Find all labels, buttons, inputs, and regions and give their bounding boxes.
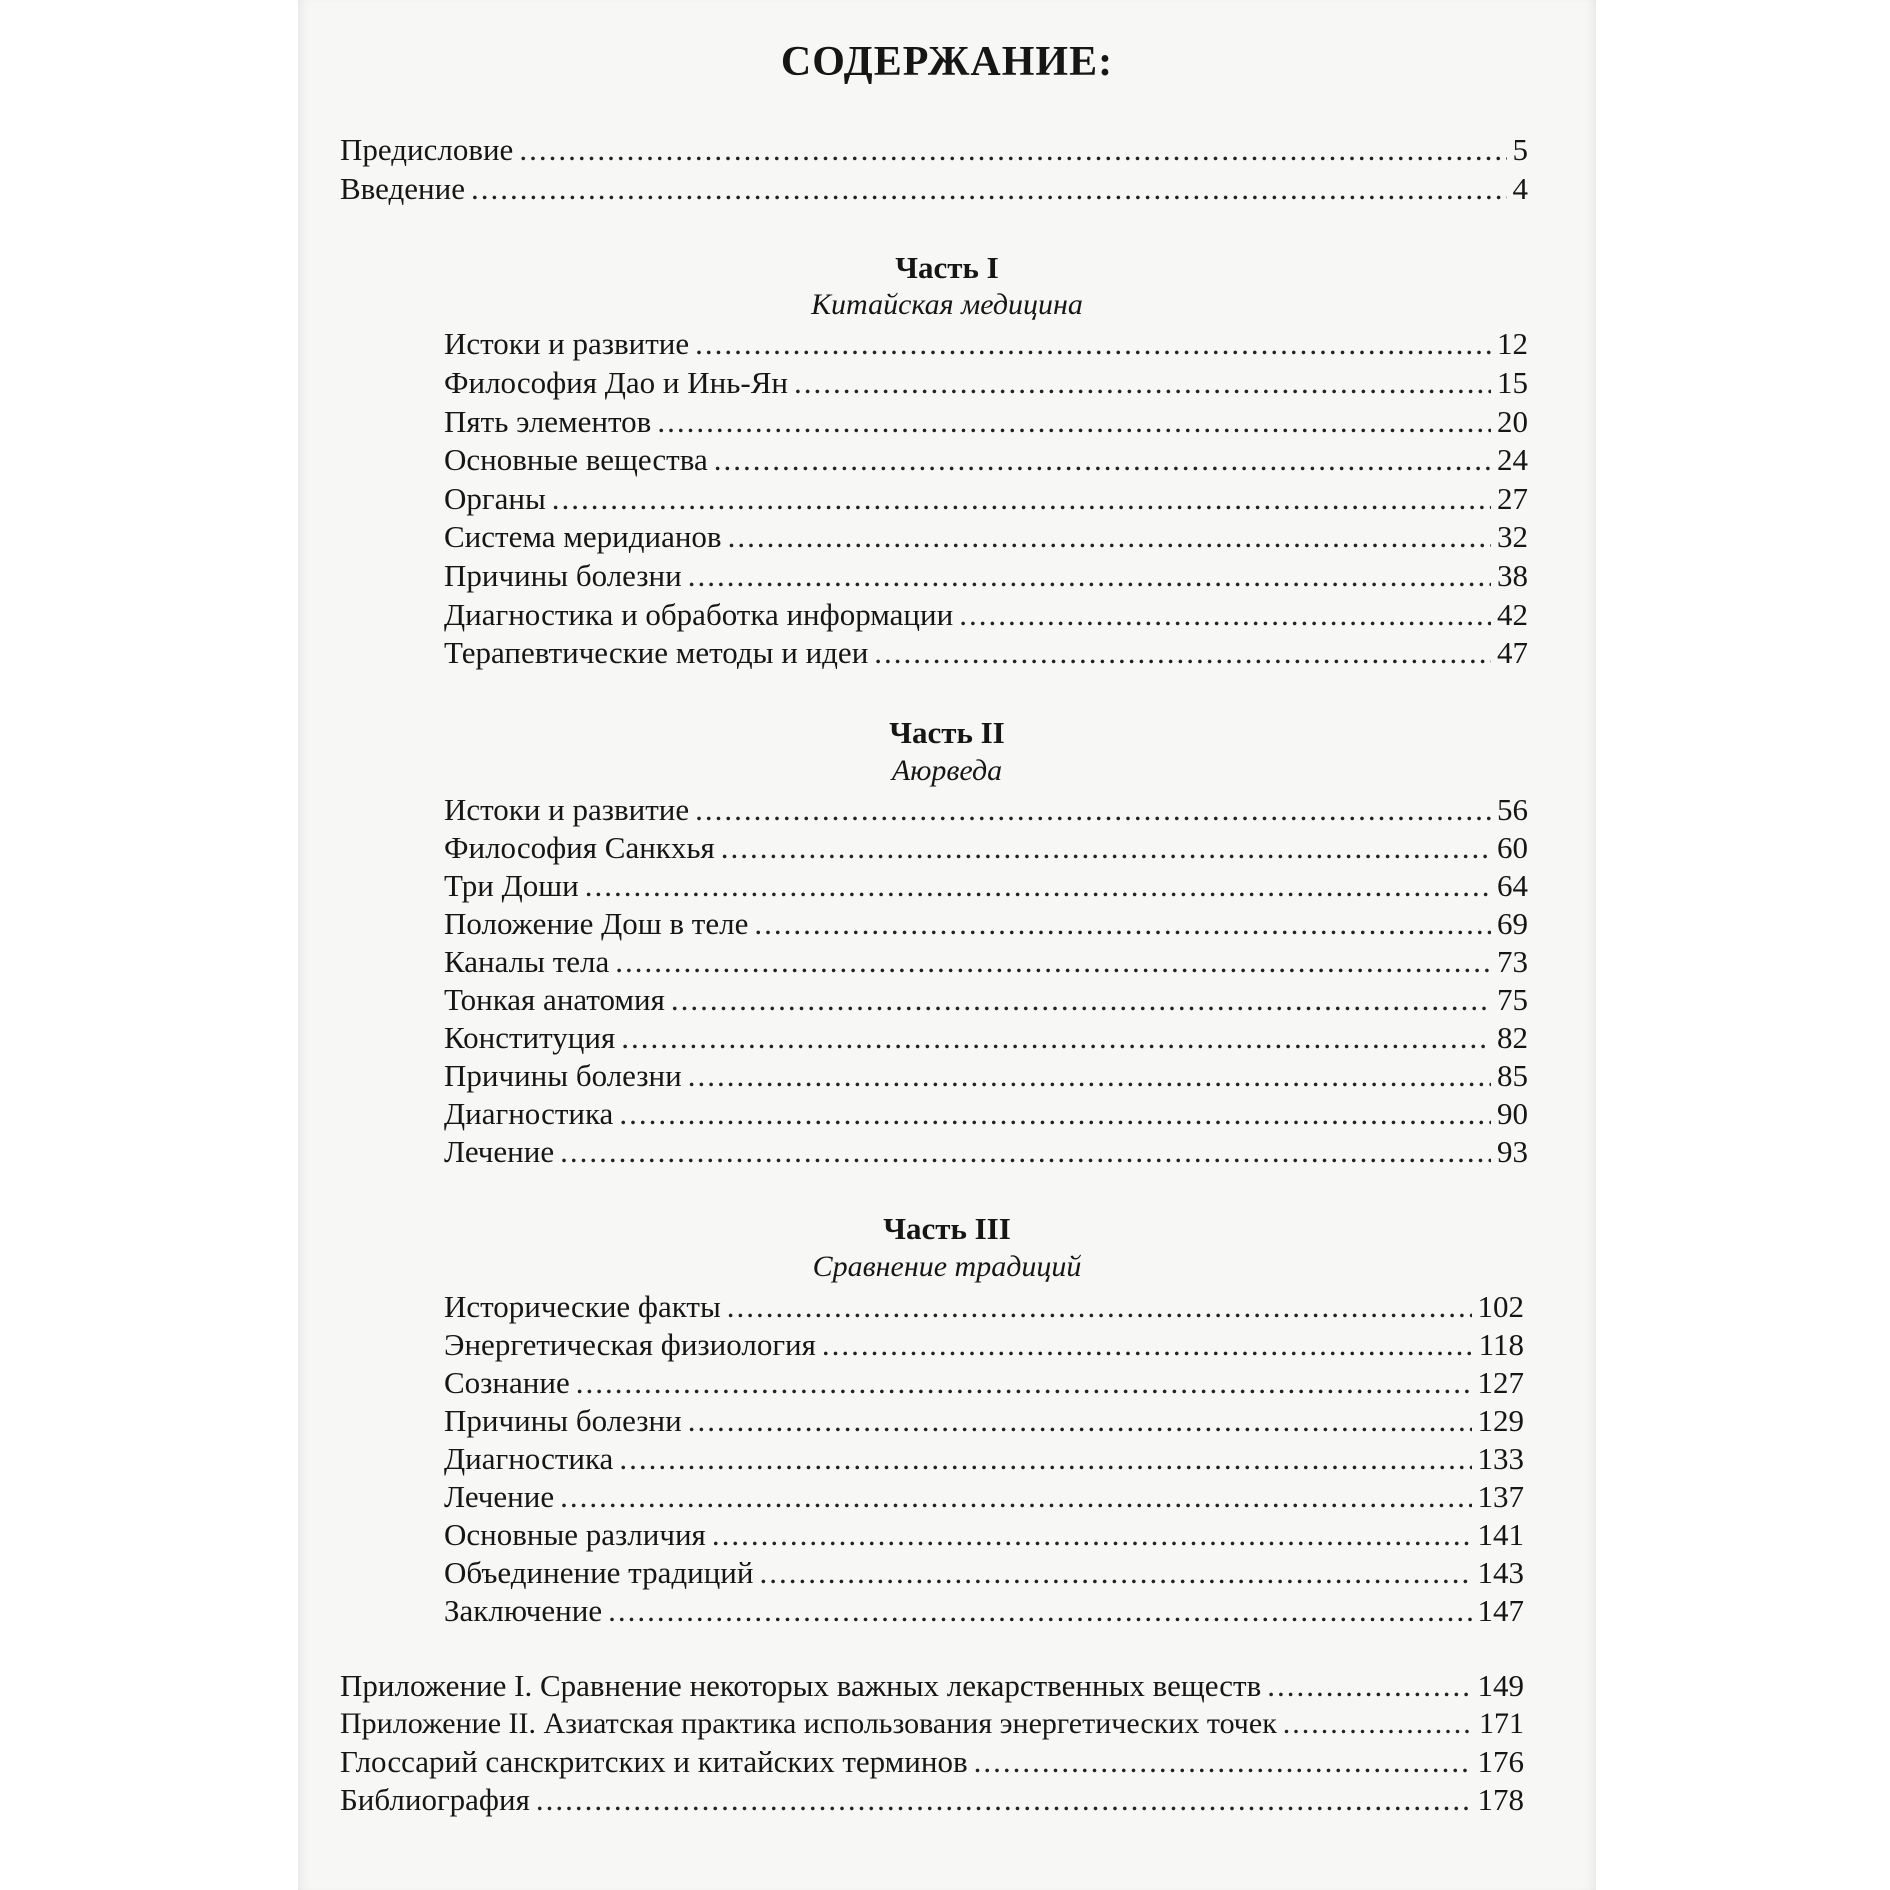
toc-entry-label: Тонкая анатомия [444, 982, 665, 1017]
toc-leader-dots [794, 364, 1491, 402]
toc-entry [444, 518, 1528, 556]
toc-entry-label: Конституция [444, 1020, 616, 1055]
toc-entry-label: Диагностика и обработка информации [444, 597, 954, 632]
toc-entry [444, 557, 1528, 595]
toc-leader-dots [974, 1743, 1472, 1781]
toc-leader-dots [727, 1288, 1472, 1326]
toc-entry-page: 129 [1477, 1403, 1524, 1438]
toc-entry-page: 42 [1497, 597, 1528, 632]
toc-entry [444, 1326, 1524, 1364]
toc-entry [444, 1592, 1524, 1630]
toc-entry [444, 441, 1528, 479]
toc-entry-preface [340, 131, 1528, 169]
toc-entry-page: 12 [1497, 326, 1528, 361]
toc-entry-appendix-1 [340, 1667, 1524, 1705]
page-title: СОДЕРЖАНИЕ: [780, 39, 1114, 85]
toc-entry-page: 47 [1497, 635, 1528, 670]
toc-entry [444, 403, 1528, 441]
toc-entry-page: 178 [1477, 1782, 1524, 1817]
toc-entry-label: Заключение [444, 1593, 603, 1628]
toc-leader-dots [615, 943, 1491, 981]
toc-entry-page: 69 [1497, 906, 1528, 941]
toc-entry-label: Философия Дао и Инь-Ян [444, 365, 788, 400]
toc-entry-page: 137 [1477, 1479, 1524, 1514]
toc-entry [444, 1516, 1524, 1554]
toc-entry-label: Лечение [444, 1134, 555, 1169]
part-2-title: Часть II [889, 715, 1005, 750]
toc-entry-page: 15 [1497, 365, 1528, 400]
toc-entry [444, 1288, 1524, 1326]
toc-entry-label: Диагностика [444, 1096, 614, 1131]
toc-entry-label: Три Доши [444, 868, 579, 903]
toc-entry-label: Терапевтические методы и идеи [444, 635, 869, 670]
toc-entry-label: Диагностика [444, 1441, 614, 1476]
toc-entry [444, 1057, 1528, 1095]
toc-entry-label: Причины болезни [444, 1058, 682, 1093]
toc-leader-dots [712, 1516, 1472, 1554]
toc-entry-label: Приложение I. Сравнение некоторых важных лекарственных веществ [340, 1668, 1262, 1703]
toc-entry-page: 56 [1497, 792, 1528, 827]
part-3-title: Часть III [883, 1211, 1011, 1246]
toc-entry-page: 171 [1479, 1707, 1524, 1740]
toc-leader-dots [874, 634, 1491, 672]
toc-entry [444, 981, 1528, 1019]
toc-leader-dots [959, 596, 1491, 634]
toc-entry [444, 867, 1528, 905]
toc-entry-label: Предисловие [340, 132, 514, 167]
toc-leader-dots [608, 1592, 1471, 1630]
toc-entry-page: 90 [1497, 1096, 1528, 1131]
toc-entry [444, 1133, 1528, 1171]
toc-entry-page: 85 [1497, 1058, 1528, 1093]
toc-entry-bibliography [340, 1781, 1524, 1819]
toc-leader-dots [619, 1440, 1471, 1478]
toc-entry-page: 93 [1497, 1134, 1528, 1169]
toc-entry [444, 1402, 1524, 1440]
toc-leader-dots [1283, 1705, 1473, 1743]
toc-entry-label: Причины болезни [444, 1403, 682, 1438]
toc-entry [444, 1019, 1528, 1057]
toc-entry [444, 943, 1528, 981]
toc-leader-dots [560, 1478, 1471, 1516]
toc-entry [444, 1095, 1528, 1133]
toc-entry-label: Приложение II. Азиатская практика использования энергетических точек [340, 1707, 1277, 1740]
toc-leader-dots [760, 1554, 1472, 1592]
toc-entry [444, 791, 1528, 829]
toc-entry-page: 143 [1477, 1555, 1524, 1590]
toc-leader-dots [822, 1326, 1473, 1364]
toc-entry-introduction [340, 170, 1528, 208]
toc-entry-label: Объединение традиций [444, 1555, 754, 1590]
toc-leader-dots [721, 829, 1491, 867]
toc-entry [444, 634, 1528, 672]
part-2-subtitle: Аюрведа [891, 754, 1003, 787]
toc-entry [444, 905, 1528, 943]
toc-entry-page: 32 [1497, 519, 1528, 554]
toc-leader-dots [688, 1402, 1472, 1440]
toc-leader-dots [657, 403, 1491, 441]
part-1-title: Часть I [895, 250, 999, 285]
toc-entry-label: Глоссарий санскритских и китайских терминов [340, 1744, 968, 1779]
toc-entry [444, 480, 1528, 518]
toc-entry-page: 60 [1497, 830, 1528, 865]
book-page [298, 0, 1596, 1890]
toc-entry-label: Истоки и развитие [444, 326, 690, 361]
toc-entry-page: 147 [1477, 1593, 1524, 1628]
toc-leader-dots [585, 867, 1491, 905]
toc-entry-page: 127 [1477, 1365, 1524, 1400]
toc-leader-dots [619, 1095, 1491, 1133]
toc-entry-label: Каналы тела [444, 944, 610, 979]
toc-entry [444, 1554, 1524, 1592]
toc-entry-page: 133 [1477, 1441, 1524, 1476]
toc-leader-dots [671, 981, 1491, 1019]
toc-entry-page: 141 [1477, 1517, 1524, 1552]
toc-entry-label: Основные различия [444, 1517, 706, 1552]
toc-entry-page: 24 [1497, 442, 1528, 477]
toc-entry-label: Сознание [444, 1365, 570, 1400]
toc-entry [444, 829, 1528, 867]
toc-entry [444, 325, 1528, 363]
toc-entry-label: Система меридианов [444, 519, 722, 554]
toc-entry-label: Пять элементов [444, 404, 652, 439]
toc-entry-label: Органы [444, 481, 546, 516]
toc-leader-dots [754, 905, 1491, 943]
toc-leader-dots [714, 441, 1491, 479]
toc-leader-dots [519, 131, 1506, 169]
toc-entry-page: 102 [1477, 1289, 1524, 1324]
toc-entry-label: Положение Дош в теле [444, 906, 749, 941]
toc-entry-label: Библиография [340, 1782, 530, 1817]
toc-leader-dots [621, 1019, 1491, 1057]
toc-leader-dots [1267, 1667, 1471, 1705]
toc-leader-dots [560, 1133, 1491, 1171]
toc-entry-label: Лечение [444, 1479, 555, 1514]
part-3-subtitle: Сравнение традиций [812, 1250, 1082, 1283]
toc-entry-label: Истоки и развитие [444, 792, 690, 827]
toc-entry-page: 118 [1478, 1327, 1524, 1362]
toc-entry-label: Введение [340, 171, 465, 206]
toc-leader-dots [695, 325, 1491, 363]
toc-entry [444, 1440, 1524, 1478]
toc-entry [444, 596, 1528, 634]
toc-entry-page: 5 [1512, 132, 1528, 167]
toc-entry-page: 27 [1497, 481, 1528, 516]
toc-entry [444, 1478, 1524, 1516]
toc-entry-page: 4 [1512, 171, 1528, 206]
toc-entry-page: 64 [1497, 868, 1528, 903]
toc-entry-label: Исторические факты [444, 1289, 721, 1324]
toc-entry [444, 1364, 1524, 1402]
toc-entry-glossary [340, 1743, 1524, 1781]
toc-leader-dots [471, 170, 1507, 208]
toc-entry-appendix-2 [340, 1705, 1524, 1743]
toc-entry-page: 38 [1497, 558, 1528, 593]
toc-entry-label: Философия Санкхья [444, 830, 715, 865]
toc-entry-page: 176 [1477, 1744, 1524, 1779]
toc-leader-dots [695, 791, 1491, 829]
toc-leader-dots [552, 480, 1491, 518]
toc-entry-page: 75 [1497, 982, 1528, 1017]
toc-leader-dots [688, 557, 1491, 595]
part-1-subtitle: Китайская медицина [811, 288, 1083, 321]
toc-leader-dots [576, 1364, 1472, 1402]
toc-entry-page: 20 [1497, 404, 1528, 439]
toc-entry [444, 364, 1528, 402]
toc-leader-dots [536, 1781, 1472, 1819]
toc-entry-page: 82 [1497, 1020, 1528, 1055]
toc-entry-page: 73 [1497, 944, 1528, 979]
toc-entry-label: Основные вещества [444, 442, 708, 477]
toc-entry-page: 149 [1477, 1668, 1524, 1703]
toc-leader-dots [728, 518, 1491, 556]
toc-entry-label: Энергетическая физиология [444, 1327, 816, 1362]
toc-entry-label: Причины болезни [444, 558, 682, 593]
toc-leader-dots [688, 1057, 1491, 1095]
